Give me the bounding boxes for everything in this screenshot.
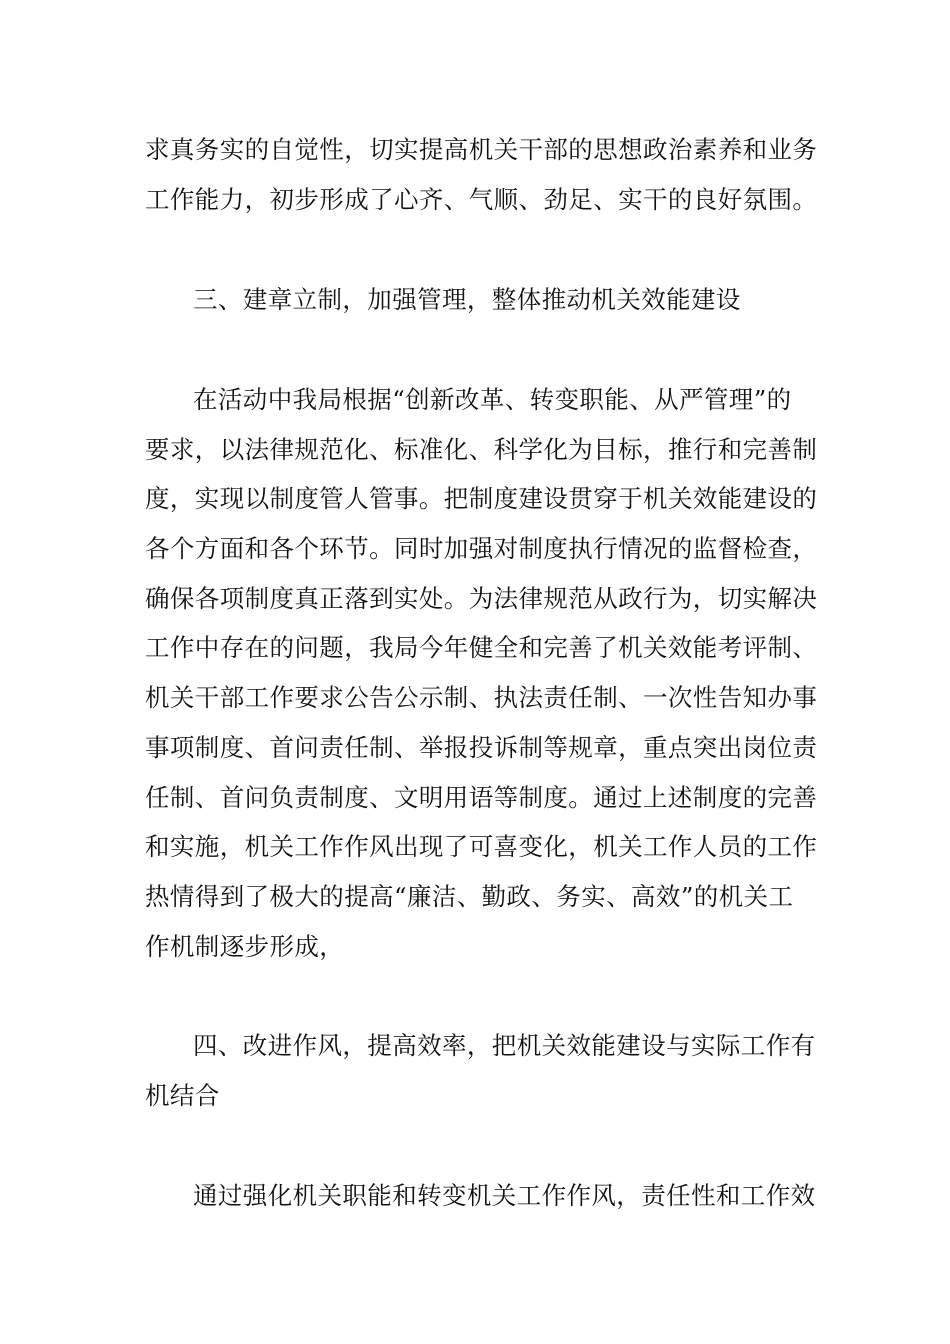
section-heading-3: 三、建章立制，加强管理，整体推动机关效能建设 bbox=[193, 285, 741, 314]
paragraph-line: 工作能力，初步形成了心齐、气顺、劲足、实干的良好氛围。 bbox=[145, 185, 818, 214]
paragraph-line: 和实施，机关工作作风出现了可喜变化，机关工作人员的工作 bbox=[145, 832, 818, 861]
section-heading-4-continued: 机结合 bbox=[145, 1081, 220, 1110]
paragraph-line: 求真务实的自觉性，切实提高机关干部的思想政治素养和业务 bbox=[145, 135, 818, 164]
paragraph-line: 热情得到了极大的提高“廉洁、勤政、务实、高效”的机关工 bbox=[145, 882, 794, 911]
paragraph-line: 确保各项制度真正落到实处。为法律规范从政行为，切实解决 bbox=[145, 584, 818, 613]
paragraph-line: 事项制度、首问责任制、举报投诉制等规章，重点突出岗位责 bbox=[145, 733, 818, 762]
paragraph-line: 作机制逐步形成， bbox=[145, 932, 345, 961]
paragraph-line: 通过强化机关职能和转变机关工作作风，责任性和工作效 bbox=[193, 1181, 816, 1210]
paragraph-line: 工作中存在的问题，我局今年健全和完善了机关效能考评制、 bbox=[145, 633, 818, 662]
paragraph-line: 要求，以法律规范化、标准化、科学化为目标，推行和完善制 bbox=[145, 435, 818, 464]
paragraph-line: 任制、首问负责制度、文明用语等制度。通过上述制度的完善 bbox=[145, 783, 818, 812]
paragraph-line: 各个方面和各个环节。同时加强对制度执行情况的监督检查， bbox=[145, 534, 818, 563]
paragraph-line: 在活动中我局根据“创新改革、转变职能、从严管理”的 bbox=[193, 385, 792, 414]
paragraph-line: 机关干部工作要求公告公示制、执法责任制、一次性告知办事 bbox=[145, 683, 818, 712]
paragraph-line: 度，实现以制度管人管事。把制度建设贯穿于机关效能建设的 bbox=[145, 484, 818, 513]
section-heading-4: 四、改进作风，提高效率，把机关效能建设与实际工作有 bbox=[193, 1031, 816, 1060]
